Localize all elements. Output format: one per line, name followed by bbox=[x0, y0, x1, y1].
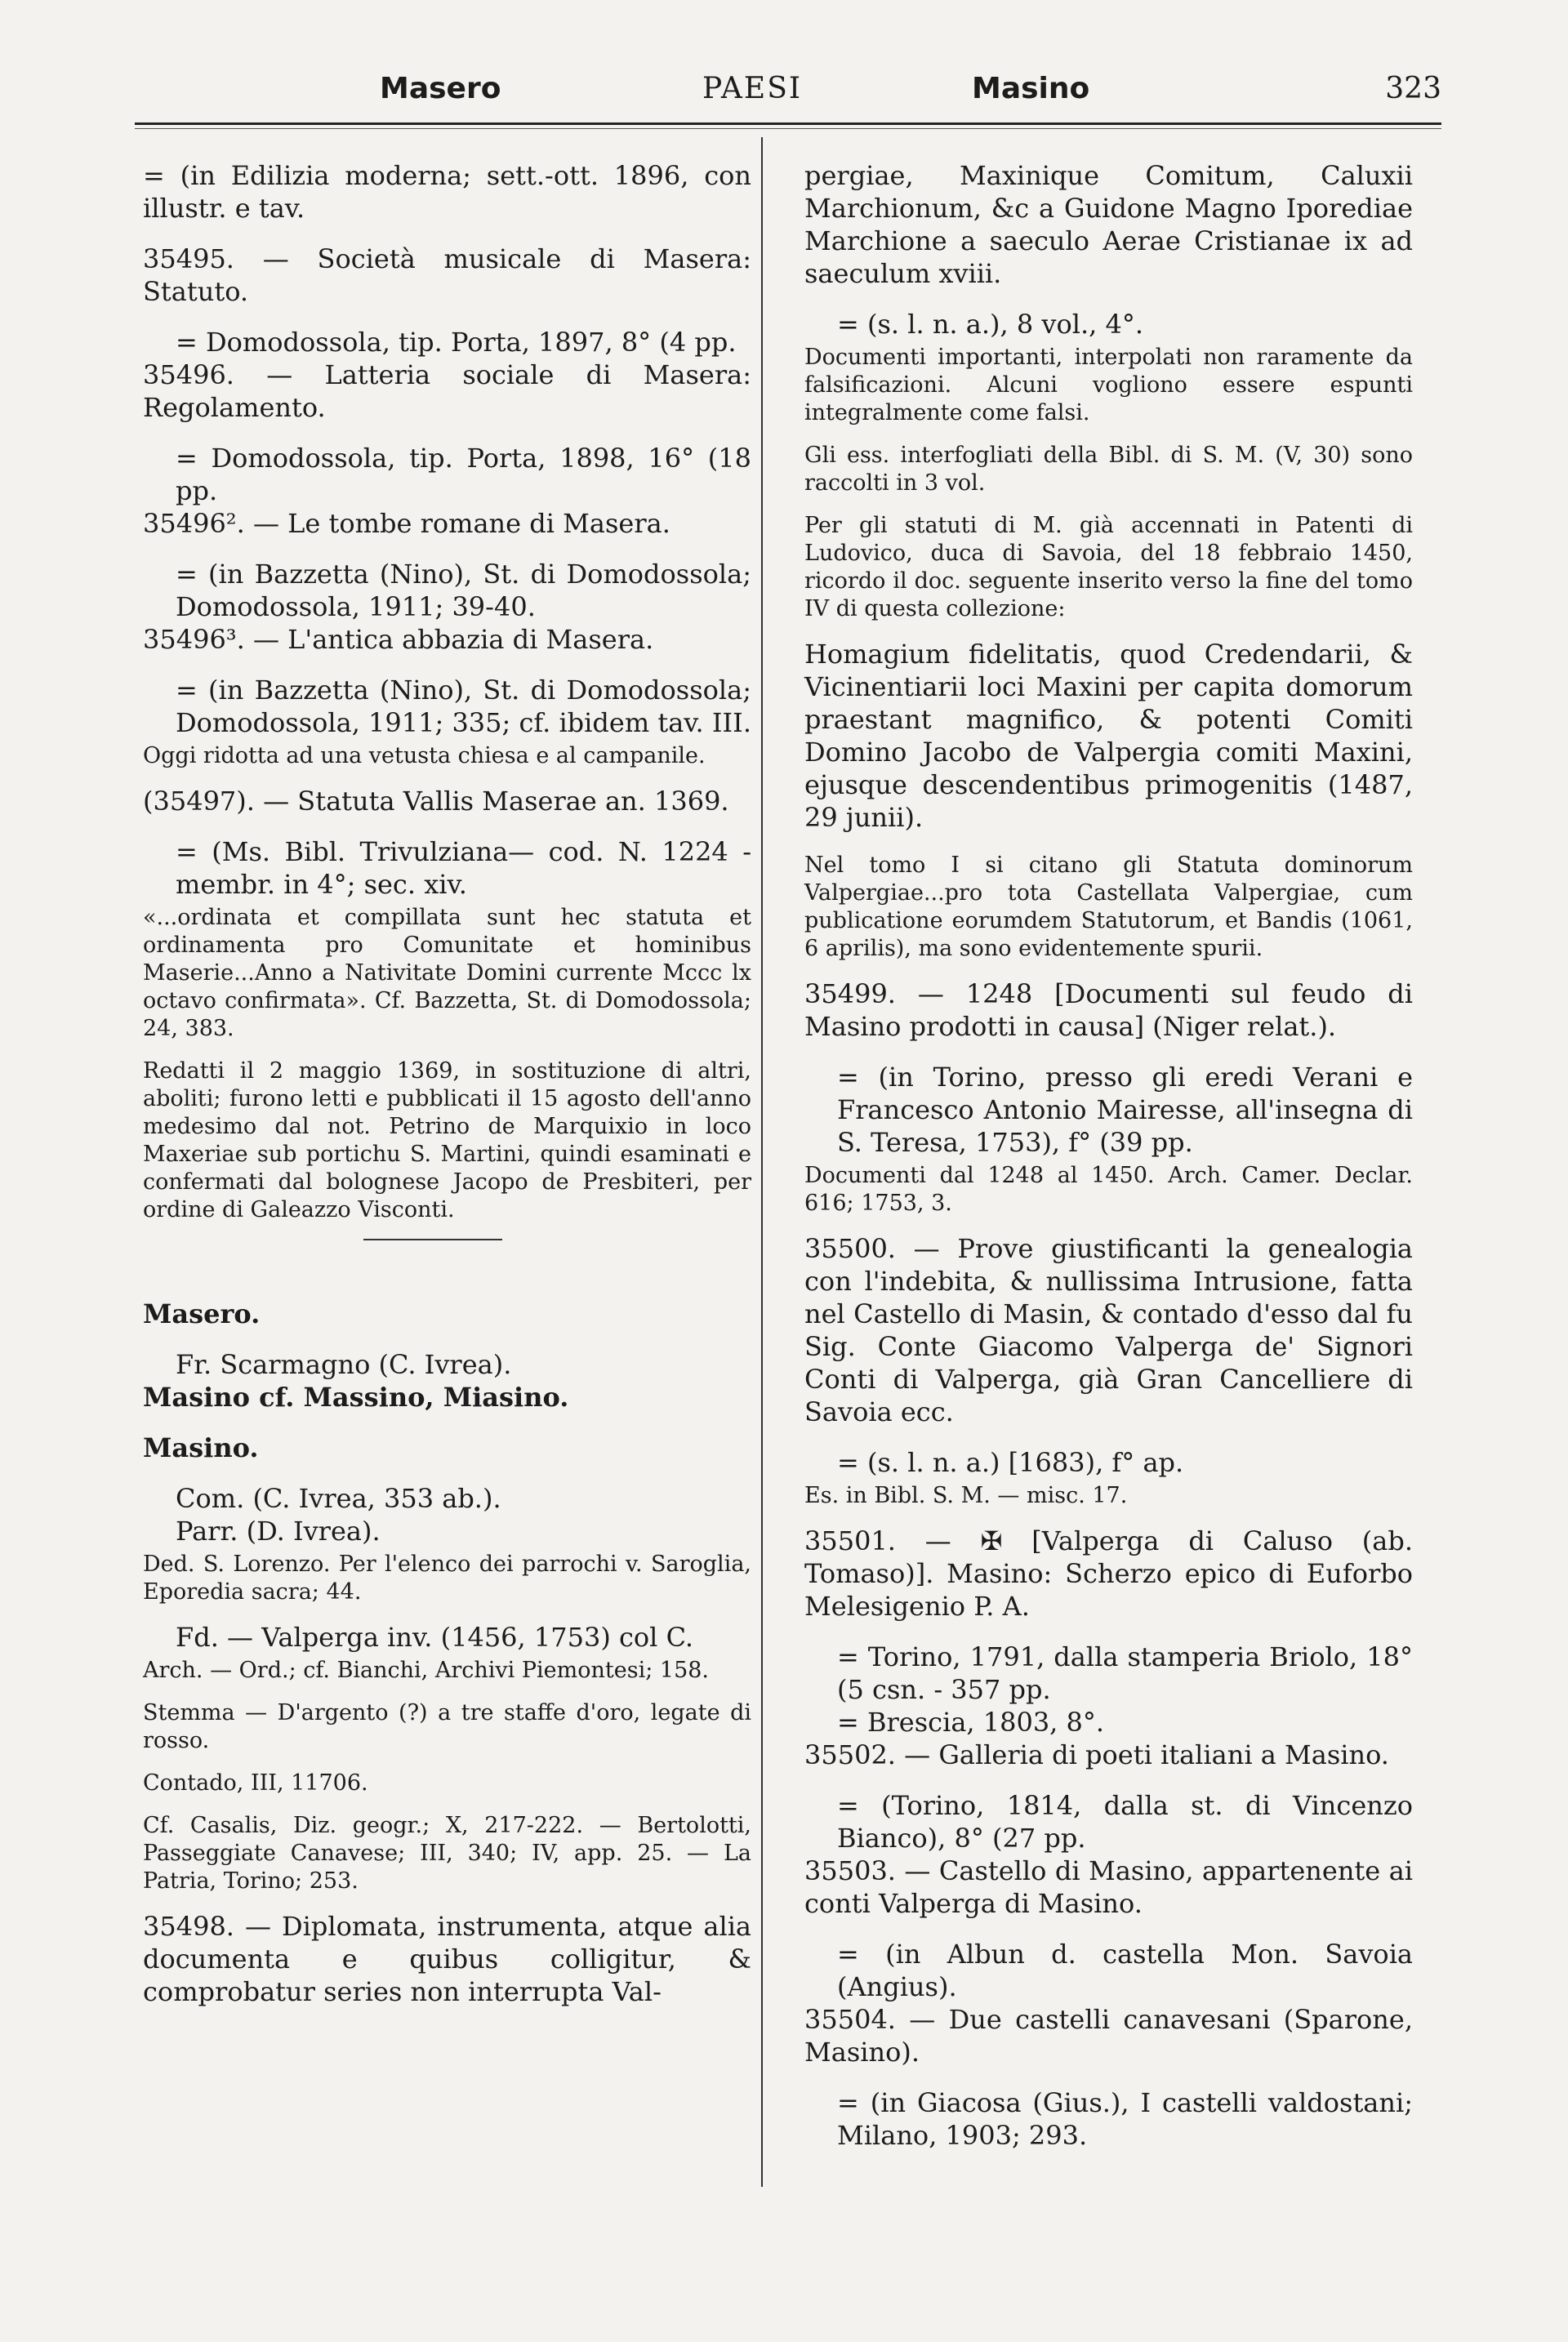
bibliography-entry: pergiae, Maxinique Comitum, Caluxii Marchionum, &c a Guidone Magno Iporediae Marchione a saeculo Aerae Cristianae ix ad saeculum xviii. bbox=[804, 160, 1413, 289]
entry-note: Documenti dal 1248 al 1450. Arch. Camer. Declar. 616; 1753, 3. bbox=[804, 1163, 1413, 1216]
bibliography-entry: = Domodossola, tip. Porta, 1898, 16° (18 pp. bbox=[176, 443, 751, 506]
header-rule-thin bbox=[135, 128, 1441, 129]
bibliography-entry: Com. (C. Ivrea, 353 ab.). bbox=[176, 1483, 501, 1514]
bibliography-entry: 35501. — ✠ [Valperga di Caluso (ab. Tomaso)]. Masino: Scherzo epico di Euforbo Melesigenio P. A. bbox=[804, 1525, 1413, 1622]
bibliography-entry: 35499. — 1248 [Documenti sul feudo di Masino prodotti in causa] (Niger relat.). bbox=[804, 978, 1413, 1042]
bibliography-entry: = (s. l. n. a.) [1683), f° ap. bbox=[837, 1447, 1184, 1478]
page-number: 323 bbox=[1385, 72, 1441, 105]
bibliography-entry: = (Torino, 1814, dalla st. di Vincenzo Bianco), 8° (27 pp. bbox=[837, 1790, 1413, 1854]
entry-note: Redatti il 2 maggio 1369, in sostituzione di altri, aboliti; furono letti e pubblicati il 15 agosto dell'anno medesimo dal not. Petrino de Marquixio in loco Maxeriae sub portichu S. Martini, quindi esaminati e confermati dal bolognese Jacopo de Presbiteri, per ordine di Galeazzo Visconti. bbox=[143, 1058, 751, 1222]
bibliography-entry: = Domodossola, tip. Porta, 1897, 8° (4 pp. bbox=[176, 327, 737, 358]
entry-note: «...ordinata et compillata sunt hec statuta et ordinamenta pro Comunitate et hominibus Maserie...Anno a Nativitate Domini currente Mccc lx octavo confirmata». Cf. Bazzetta, St. di Domodossola; 24, 383. bbox=[143, 905, 751, 1041]
header-left: Masero bbox=[380, 72, 501, 105]
bibliography-entry: 35504. — Due castelli canavesani (Sparone, Masino). bbox=[804, 2004, 1413, 2068]
bibliography-entry: 35498. — Diplomata, instrumenta, atque alia documenta e quibus colligitur, & comprobatur series non interrupta Val- bbox=[143, 1911, 751, 2007]
entry-note: Oggi ridotta ad una vetusta chiesa e al campanile. bbox=[143, 743, 706, 768]
entry-note: Contado, III, 11706. bbox=[143, 1770, 368, 1796]
bibliography-entry: = (in Edilizia moderna; sett.-ott. 1896, con illustr. e tav. bbox=[143, 160, 751, 224]
bibliography-entry: = (in Bazzetta (Nino), St. di Domodossola; Domodossola, 1911; 335; cf. ibidem tav. III. bbox=[176, 675, 751, 738]
place-heading: Masino cf. Massino, Miasino. bbox=[143, 1382, 569, 1413]
bibliography-entry: 35496³. — L'antica abbazia di Masera. bbox=[143, 624, 654, 655]
entry-note: Arch. — Ord.; cf. Bianchi, Archivi Piemontesi; 158. bbox=[143, 1658, 710, 1683]
header-right: Masino bbox=[972, 72, 1090, 105]
bibliography-entry: 35502. — Galleria di poeti italiani a Masino. bbox=[804, 1739, 1389, 1770]
bibliography-entry: = (in Albun d. castella Mon. Savoia (Angius). bbox=[837, 1939, 1413, 2002]
bibliography-entry: = (s. l. n. a.), 8 vol., 4°. bbox=[837, 309, 1143, 340]
entry-note: Per gli statuti di M. già accennati in Patenti di Ludovico, duca di Savoia, del 18 febbraio 1450, ricordo il doc. seguente inserito verso la fine del tomo IV di questa collezione: bbox=[804, 513, 1413, 621]
entry-note: Gli ess. interfogliati della Bibl. di S. M. (V, 30) sono raccolti in 3 vol. bbox=[804, 443, 1413, 496]
bibliography-entry: (35497). — Statuta Vallis Maserae an. 1369. bbox=[143, 786, 729, 817]
left-column bbox=[143, 159, 751, 2026]
bibliography-entry: 35500. — Prove giustificanti la genealogia con l'indebita, & nullissima Intrusione, fatta nel Castello di Masin, & contado d'esso dal fu Sig. Conte Giacomo Valperga de' Signori Conti di Valperga, già Gran Cancelliere di Savoia ecc. bbox=[804, 1233, 1413, 1427]
bibliography-entry: 35496. — Latteria sociale di Masera: Regolamento. bbox=[143, 359, 751, 423]
bibliography-entry: Fr. Scarmagno (C. Ivrea). bbox=[176, 1349, 512, 1380]
bibliography-entry: Homagium fidelitatis, quod Credendarii, & Vicinentiarii loci Maxini per capita domorum praestant magnifico, & potenti Comiti Domino Jacobo de Valpergia comiti Maxini, ejusque descendentibus primogenitis (1487, 29 junii). bbox=[804, 639, 1413, 833]
header-center: PAESI bbox=[702, 72, 803, 105]
entry-note: Stemma — D'argento (?) a tre staffe d'oro, legate di rosso. bbox=[143, 1700, 751, 1753]
bibliography-entry: = Brescia, 1803, 8°. bbox=[837, 1707, 1105, 1738]
bibliography-entry: Parr. (D. Ivrea). bbox=[176, 1516, 381, 1547]
bibliography-entry: 35495. — Società musicale di Masera: Statuto. bbox=[143, 243, 751, 307]
entry-note: Ded. S. Lorenzo. Per l'elenco dei parrochi v. Saroglia, Eporedia sacra; 44. bbox=[143, 1552, 751, 1605]
bibliography-entry: = (in Bazzetta (Nino), St. di Domodossola; Domodossola, 1911; 39-40. bbox=[176, 559, 751, 622]
column-divider bbox=[761, 137, 763, 2187]
running-header bbox=[135, 72, 1441, 121]
place-heading: Masero. bbox=[143, 1298, 261, 1329]
bibliography-entry: Fd. — Valperga inv. (1456, 1753) col C. bbox=[176, 1622, 694, 1653]
entry-note: Es. in Bibl. S. M. — misc. 17. bbox=[804, 1483, 1128, 1508]
right-column bbox=[804, 159, 1413, 2152]
place-heading: Masino. bbox=[143, 1432, 259, 1463]
bibliography-entry: = (in Giacosa (Gius.), I castelli valdostani; Milano, 1903; 293. bbox=[837, 2087, 1413, 2151]
entry-note: Nel tomo I si citano gli Statuta dominorum Valpergiae...pro tota Castellata Valpergiae, cum publicatione eorumdem Statutorum, et Bandis (1061, 6 aprilis), ma sono evidentemente spurii. bbox=[804, 853, 1413, 961]
bibliography-entry: = Torino, 1791, dalla stamperia Briolo, 18° (5 csn. - 357 pp. bbox=[837, 1641, 1413, 1705]
entry-note: Documenti importanti, interpolati non raramente da falsificazioni. Alcuni vogliono essere espunti integralmente come falsi. bbox=[804, 345, 1413, 425]
bibliography-entry: = (in Torino, presso gli eredi Verani e Francesco Antonio Mairesse, all'insegna di S. Teresa, 1753), f° (39 pp. bbox=[837, 1062, 1413, 1158]
bibliography-entry: = (Ms. Bibl. Trivulziana— cod. N. 1224 - membr. in 4°; sec. xiv. bbox=[176, 836, 751, 900]
section-separator bbox=[363, 1239, 502, 1240]
bibliography-entry: 35503. — Castello di Masino, appartenente ai conti Valperga di Masino. bbox=[804, 1855, 1413, 1919]
entry-note: Cf. Casalis, Diz. geogr.; X, 217-222. — Bertolotti, Passeggiate Canavese; III, 340; IV, app. 25. — La Patria, Torino; 253. bbox=[143, 1813, 751, 1894]
header-rule bbox=[135, 122, 1441, 125]
bibliography-entry: 35496². — Le tombe romane di Masera. bbox=[143, 508, 670, 539]
